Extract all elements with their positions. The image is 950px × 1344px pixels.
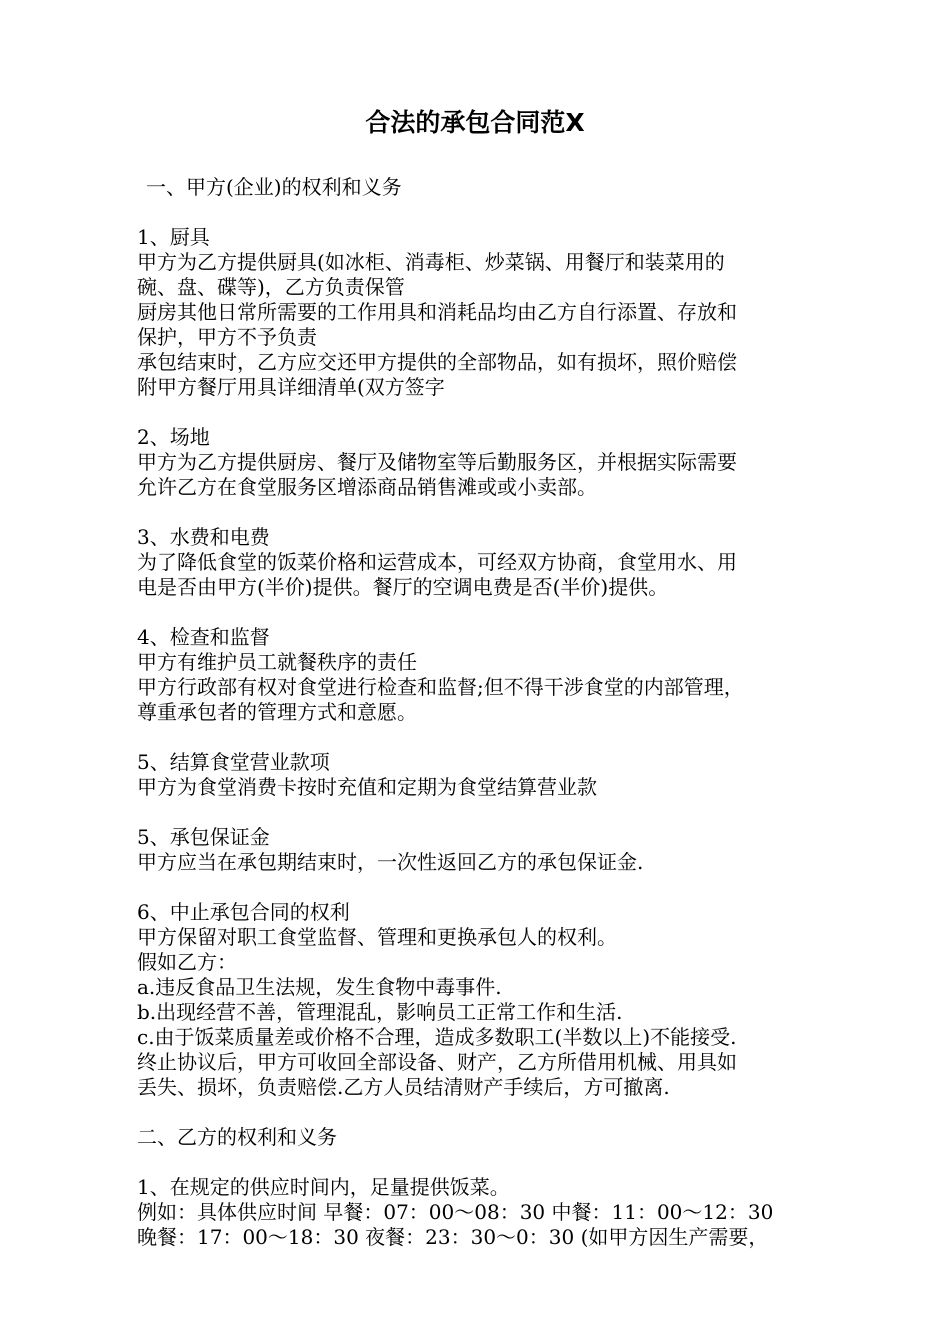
document-title: 合法的承包合同范X <box>365 108 585 137</box>
body-line: 甲方为乙方提供厨房、餐厅及储物室等后勤服务区，并根据实际需要 <box>137 450 737 474</box>
body-line: 甲方为食堂消费卡按时充值和定期为食堂结算营业款 <box>137 775 597 799</box>
body-line: 例如：具体供应时间 早餐：07：00～08：30 中餐：11：00～12：30 <box>137 1200 774 1224</box>
body-line: 碗、盘、碟等)，乙方负责保管 <box>137 275 405 299</box>
body-line: 终止协议后，甲方可收回全部设备、财产，乙方所借用机械、用具如 <box>137 1050 737 1074</box>
subsection-heading: 1、在规定的供应时间内，足量提供饭菜。 <box>137 1175 510 1199</box>
section-heading: 二、乙方的权利和义务 <box>137 1125 337 1149</box>
body-line: 为了降低食堂的饭菜价格和运营成本，可经双方协商，食堂用水、用 <box>137 550 737 574</box>
subsection-heading: 5、承包保证金 <box>137 825 270 849</box>
list-item: a.违反食品卫生法规，发生食物中毒事件. <box>137 975 502 999</box>
list-item: c.由于饭菜质量差或价格不合理，造成多数职工(半数以上)不能接受. <box>137 1025 737 1049</box>
subsection-heading: 6、中止承包合同的权利 <box>137 900 350 924</box>
body-line: 尊重承包者的管理方式和意愿。 <box>137 700 417 724</box>
body-line: 附甲方餐厅用具详细清单(双方签字 <box>137 375 445 399</box>
subsection-heading: 2、场地 <box>137 425 210 449</box>
body-line: 丢失、损坏，负责赔偿.乙方人员结清财产手续后，方可撤离. <box>137 1075 670 1099</box>
body-line: 厨房其他日常所需要的工作用具和消耗品均由乙方自行添置、存放和 <box>137 300 737 324</box>
body-line: 电是否由甲方(半价)提供。餐厅的空调电费是否(半价)提供。 <box>137 575 669 599</box>
body-line: 甲方有维护员工就餐秩序的责任 <box>137 650 417 674</box>
section-heading: 一、甲方(企业)的权利和义务 <box>146 175 402 199</box>
body-line: 甲方行政部有权对食堂进行检查和监督;但不得干涉食堂的内部管理， <box>137 675 744 699</box>
body-line: 允许乙方在食堂服务区增添商品销售滩或或小卖部。 <box>137 475 597 499</box>
body-line: 甲方保留对职工食堂监督、管理和更换承包人的权利。 <box>137 925 617 949</box>
body-line: 甲方为乙方提供厨具(如冰柜、消毒柜、炒菜锅、用餐厅和装菜用的 <box>137 250 725 274</box>
body-line: 假如乙方： <box>137 950 237 974</box>
body-line: 保护，甲方不予负责 <box>137 325 317 349</box>
body-line: 甲方应当在承包期结束时，一次性返回乙方的承包保证金. <box>137 850 644 874</box>
body-line: 晚餐：17：00～18：30 夜餐：23：30～0：30 (如甲方因生产需要， <box>137 1225 769 1249</box>
body-line: 承包结束时，乙方应交还甲方提供的全部物品，如有损坏，照价赔偿 <box>137 350 737 374</box>
subsection-heading: 5、结算食堂营业款项 <box>137 750 330 774</box>
subsection-heading: 4、检查和监督 <box>137 625 270 649</box>
subsection-heading: 3、水费和电费 <box>137 525 270 549</box>
list-item: b.出现经营不善，管理混乱，影响员工正常工作和生活. <box>137 1000 623 1024</box>
subsection-heading: 1、厨具 <box>137 225 210 249</box>
